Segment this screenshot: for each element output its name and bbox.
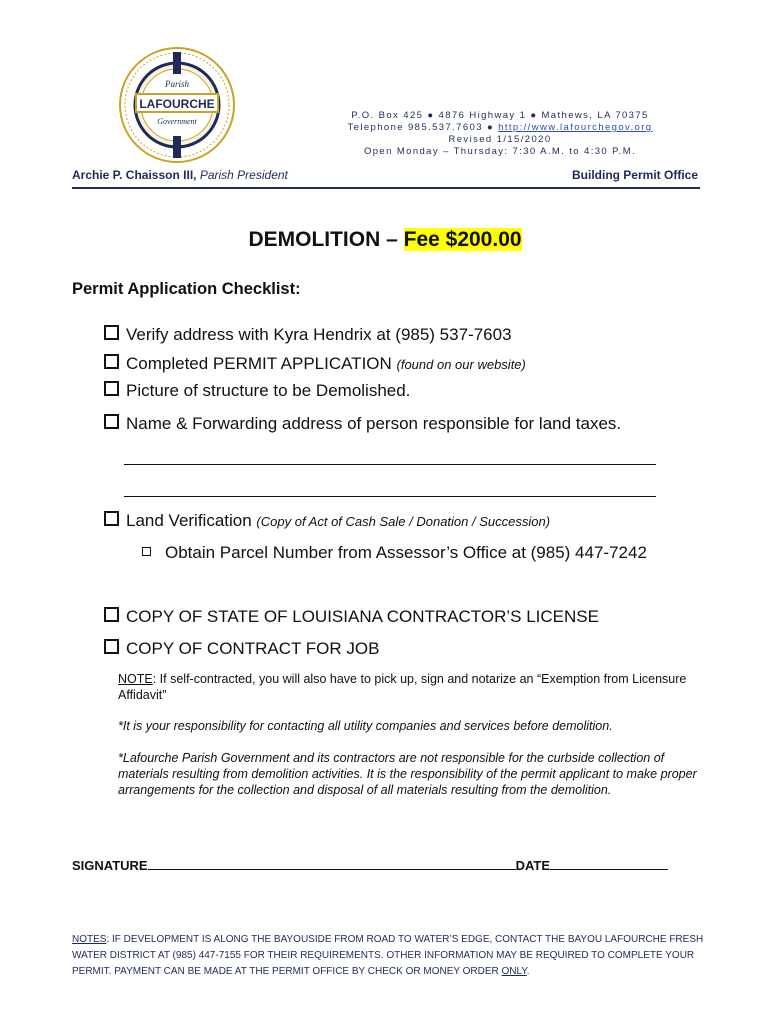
parish-seal-logo [118,46,236,164]
checkbox-icon[interactable] [104,325,119,340]
seal-main-text: LAFOURCHE [139,97,215,111]
fill-in-line-2[interactable] [124,496,656,497]
contact-info [300,110,700,158]
footer-notes: NOTES: IF DEVELOPMENT IS ALONG THE BAYOUSIDE FROM ROAD TO WATER’S EDGE, CONTACT THE BAYOU LAFOURCHE FRESH WATER DISTRICT AT (985) 447-7155 FOR THEIR REQUIREMENTS. OTHER INFORMATION MAY BE REQUIRED TO COMPLETE YOUR PERMIT. PAYMENT CAN BE MADE AT THE PERMIT OFFICE BY CHECK OR MONEY ORDER ONLY. [72,934,704,977]
checkbox-icon[interactable] [104,511,119,526]
checklist-item-forwarding-address: Name & Forwarding address of person responsible for land taxes. [104,414,621,434]
subitem-parcel-number: Obtain Parcel Number from Assessor’s Office at (985) 447-7242 [142,543,647,563]
checkbox-icon[interactable] [104,381,119,396]
signature-row [72,858,668,873]
checklist-item-contract: COPY OF CONTRACT FOR JOB [104,639,379,659]
fill-in-line-1[interactable] [124,464,656,465]
checkbox-icon[interactable] [104,639,119,654]
checklist-item-land-verification: Land Verification (Copy of Act of Cash Sale / Donation / Succession) [104,511,550,532]
self-contracted-note: NOTE: If self-contracted, you will also have to pick up, sign and notarize an “Exemption from Licensure Affidavit” [118,672,687,702]
signature-line[interactable] [148,869,516,870]
date-line[interactable] [550,869,668,870]
parish-president: Archie P. Chaisson III, Parish President [72,168,288,182]
checkbox-icon[interactable] [142,547,151,556]
utility-responsibility: *It is your responsibility for contacting all utility companies and services before demolition. [118,719,613,733]
curbside-disclaimer: *Lafourche Parish Government and its contractors are not responsible for the curbside collection of materials resulting from demolition activities. It is the responsibility of the permit applicant to make proper arrangements for the collection and disposal of all materials resulting from the demolition. [118,751,697,797]
address-line: P.O. Box 425 ● 4876 Highway 1 ● Mathews, LA 70375 [351,110,649,121]
checklist-item-permit-application: Completed PERMIT APPLICATION (found on our website) [104,354,526,375]
checkbox-icon[interactable] [104,414,119,429]
seal-top-text: Parish [164,79,190,89]
phone-website-line [300,122,700,134]
checklist-item-picture: Picture of structure to be Demolished. [104,381,410,401]
checkbox-icon[interactable] [104,354,119,369]
phone-text: Telephone 985.537.7603 ● [347,122,499,133]
checklist-item-contractor-license: COPY OF STATE OF LOUISIANA CONTRACTOR’S LICENSE [104,607,599,627]
date-label: DATE [515,858,551,873]
checklist-heading: Permit Application Checklist: [72,280,301,298]
checkbox-icon[interactable] [104,607,119,622]
seal-bottom-text: Government [157,117,197,126]
revised-date: Revised 1/15/2020 [448,134,552,145]
website-link[interactable]: http://www.lafourchegov.org [498,122,653,133]
office-hours: Open Monday – Thursday: 7:30 A.M. to 4:30 P.M. [363,146,637,157]
header-divider [72,187,700,189]
page-title: DEMOLITION – Fee $200.00 [248,228,522,251]
signature-label: SIGNATURE [72,858,148,873]
fee-highlight: Fee $200.00 [403,228,522,251]
checklist-item-verify-address: Verify address with Kyra Hendrix at (985) 537-7603 [104,325,512,345]
office-name: Building Permit Office [571,168,698,182]
